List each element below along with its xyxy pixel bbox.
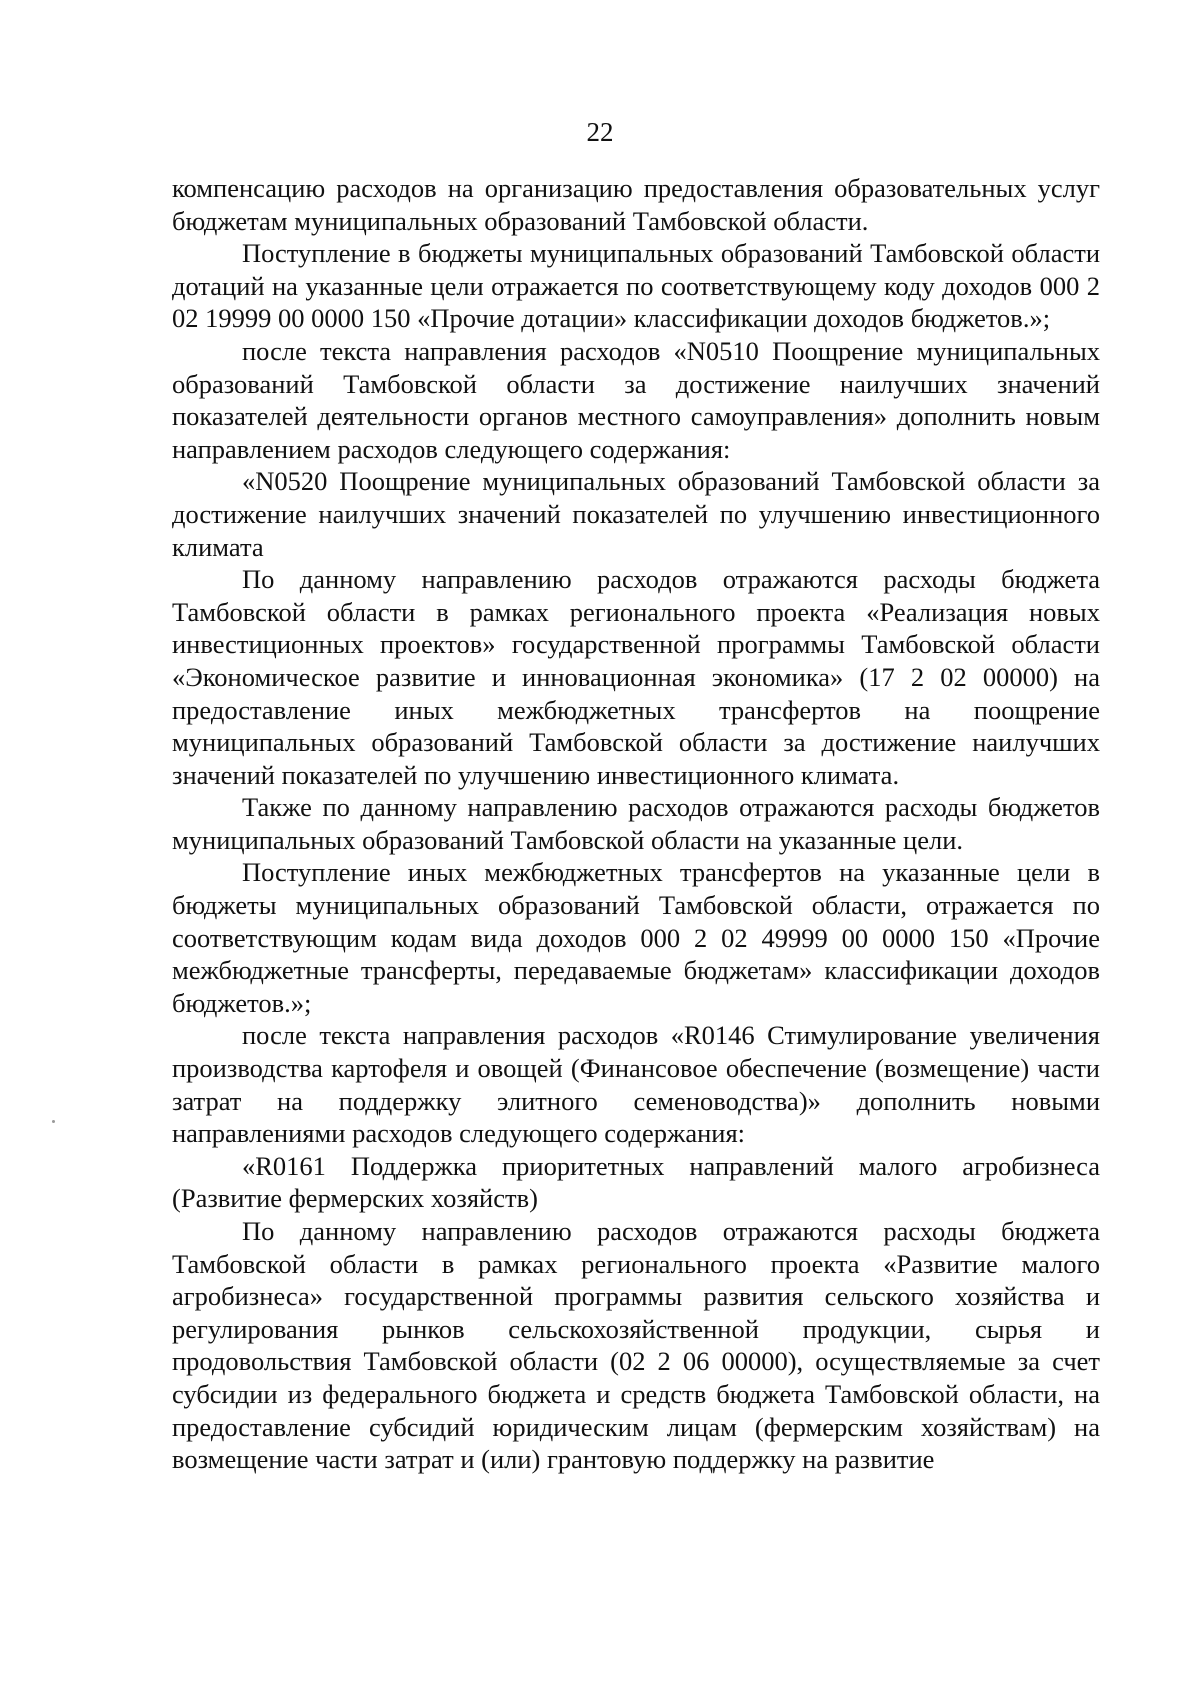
paragraph-r0161-title: «R0161 Поддержка приоритетных направлений малого агробизнеса (Развитие фермерских хозяйств): [172, 1150, 1100, 1214]
scan-speck: [52, 1120, 55, 1123]
paragraph-continuation: компенсацию расходов на организацию предоставления образовательных услуг бюджетам муниципальных образований Тамбовской области.: [172, 173, 1100, 236]
paragraph-n0520-description: По данному направлению расходов отражаются расходы бюджета Тамбовской области в рамках регионального проекта «Реализация новых инвестиционных проектов» государственной программы Тамбовской области «Экономическое развитие и инновационная экономика» (17 2 02 00000) на предоставление иных межбюджетных трансфертов на поощрение муниципальных образований Тамбовской области за достижение наилучших значений показателей по улучшению инвестиционного климата.: [172, 564, 1100, 790]
paragraph-after-n0510: после текста направления расходов «N0510 Поощрение муниципальных образований Тамбовской области за достижение наилучших значений показателей деятельности органов местного самоуправления» дополнить новым направлением расходов следующего содержания:: [172, 335, 1100, 464]
page-number: 22: [586, 117, 614, 147]
paragraph-r0161-description: По данному направлению расходов отражаются расходы бюджета Тамбовской области в рамках регионального проекта «Развитие малого агробизнеса» государственной программы развития сельского хозяйства и регулирования рынков сельскохозяйственной продукции, сырья и продовольствия Тамбовской области (02 2 06 00000), осуществляемые за счет субсидии из федерального бюджета и средств бюджета Тамбовской области, на предоставление субсидий юридическим лицам (фермерским хозяйствам) на возмещение части затрат и (или) грантовую поддержку на развитие: [172, 1216, 1100, 1475]
paragraph-dotations-receipt: Поступление в бюджеты муниципальных образований Тамбовской области дотаций на указанные цели отражается по соответствующему коду доходов 000 2 02 19999 00 0000 150 «Прочие дотации» классификации доходов бюджетов.»;: [172, 238, 1100, 334]
paragraph-after-r0146: после текста направления расходов «R0146 Стимулирование увеличения производства картофеля и овощей (Финансовое обеспечение (возмещение) части затрат на поддержку элитного семеноводства)» дополнить новыми направлениями расходов следующего содержания:: [172, 1020, 1100, 1149]
paragraph-transfers-receipt: Поступление иных межбюджетных трансфертов на указанные цели в бюджеты муниципальных образований Тамбовской области, отражается по соответствующим кодам вида доходов 000 2 02 49999 00 0000 150 «Прочие межбюджетные трансферты, передаваемые бюджетам» классификации доходов бюджетов.»;: [172, 857, 1100, 1018]
document-body: [172, 172, 1100, 1476]
paragraph-n0520-title: «N0520 Поощрение муниципальных образований Тамбовской области за достижение наилучших значений показателей по улучшению инвестиционного климата: [172, 466, 1100, 562]
paragraph-n0520-municipal: Также по данному направлению расходов отражаются расходы бюджетов муниципальных образований Тамбовской области на указанные цели.: [172, 792, 1100, 855]
